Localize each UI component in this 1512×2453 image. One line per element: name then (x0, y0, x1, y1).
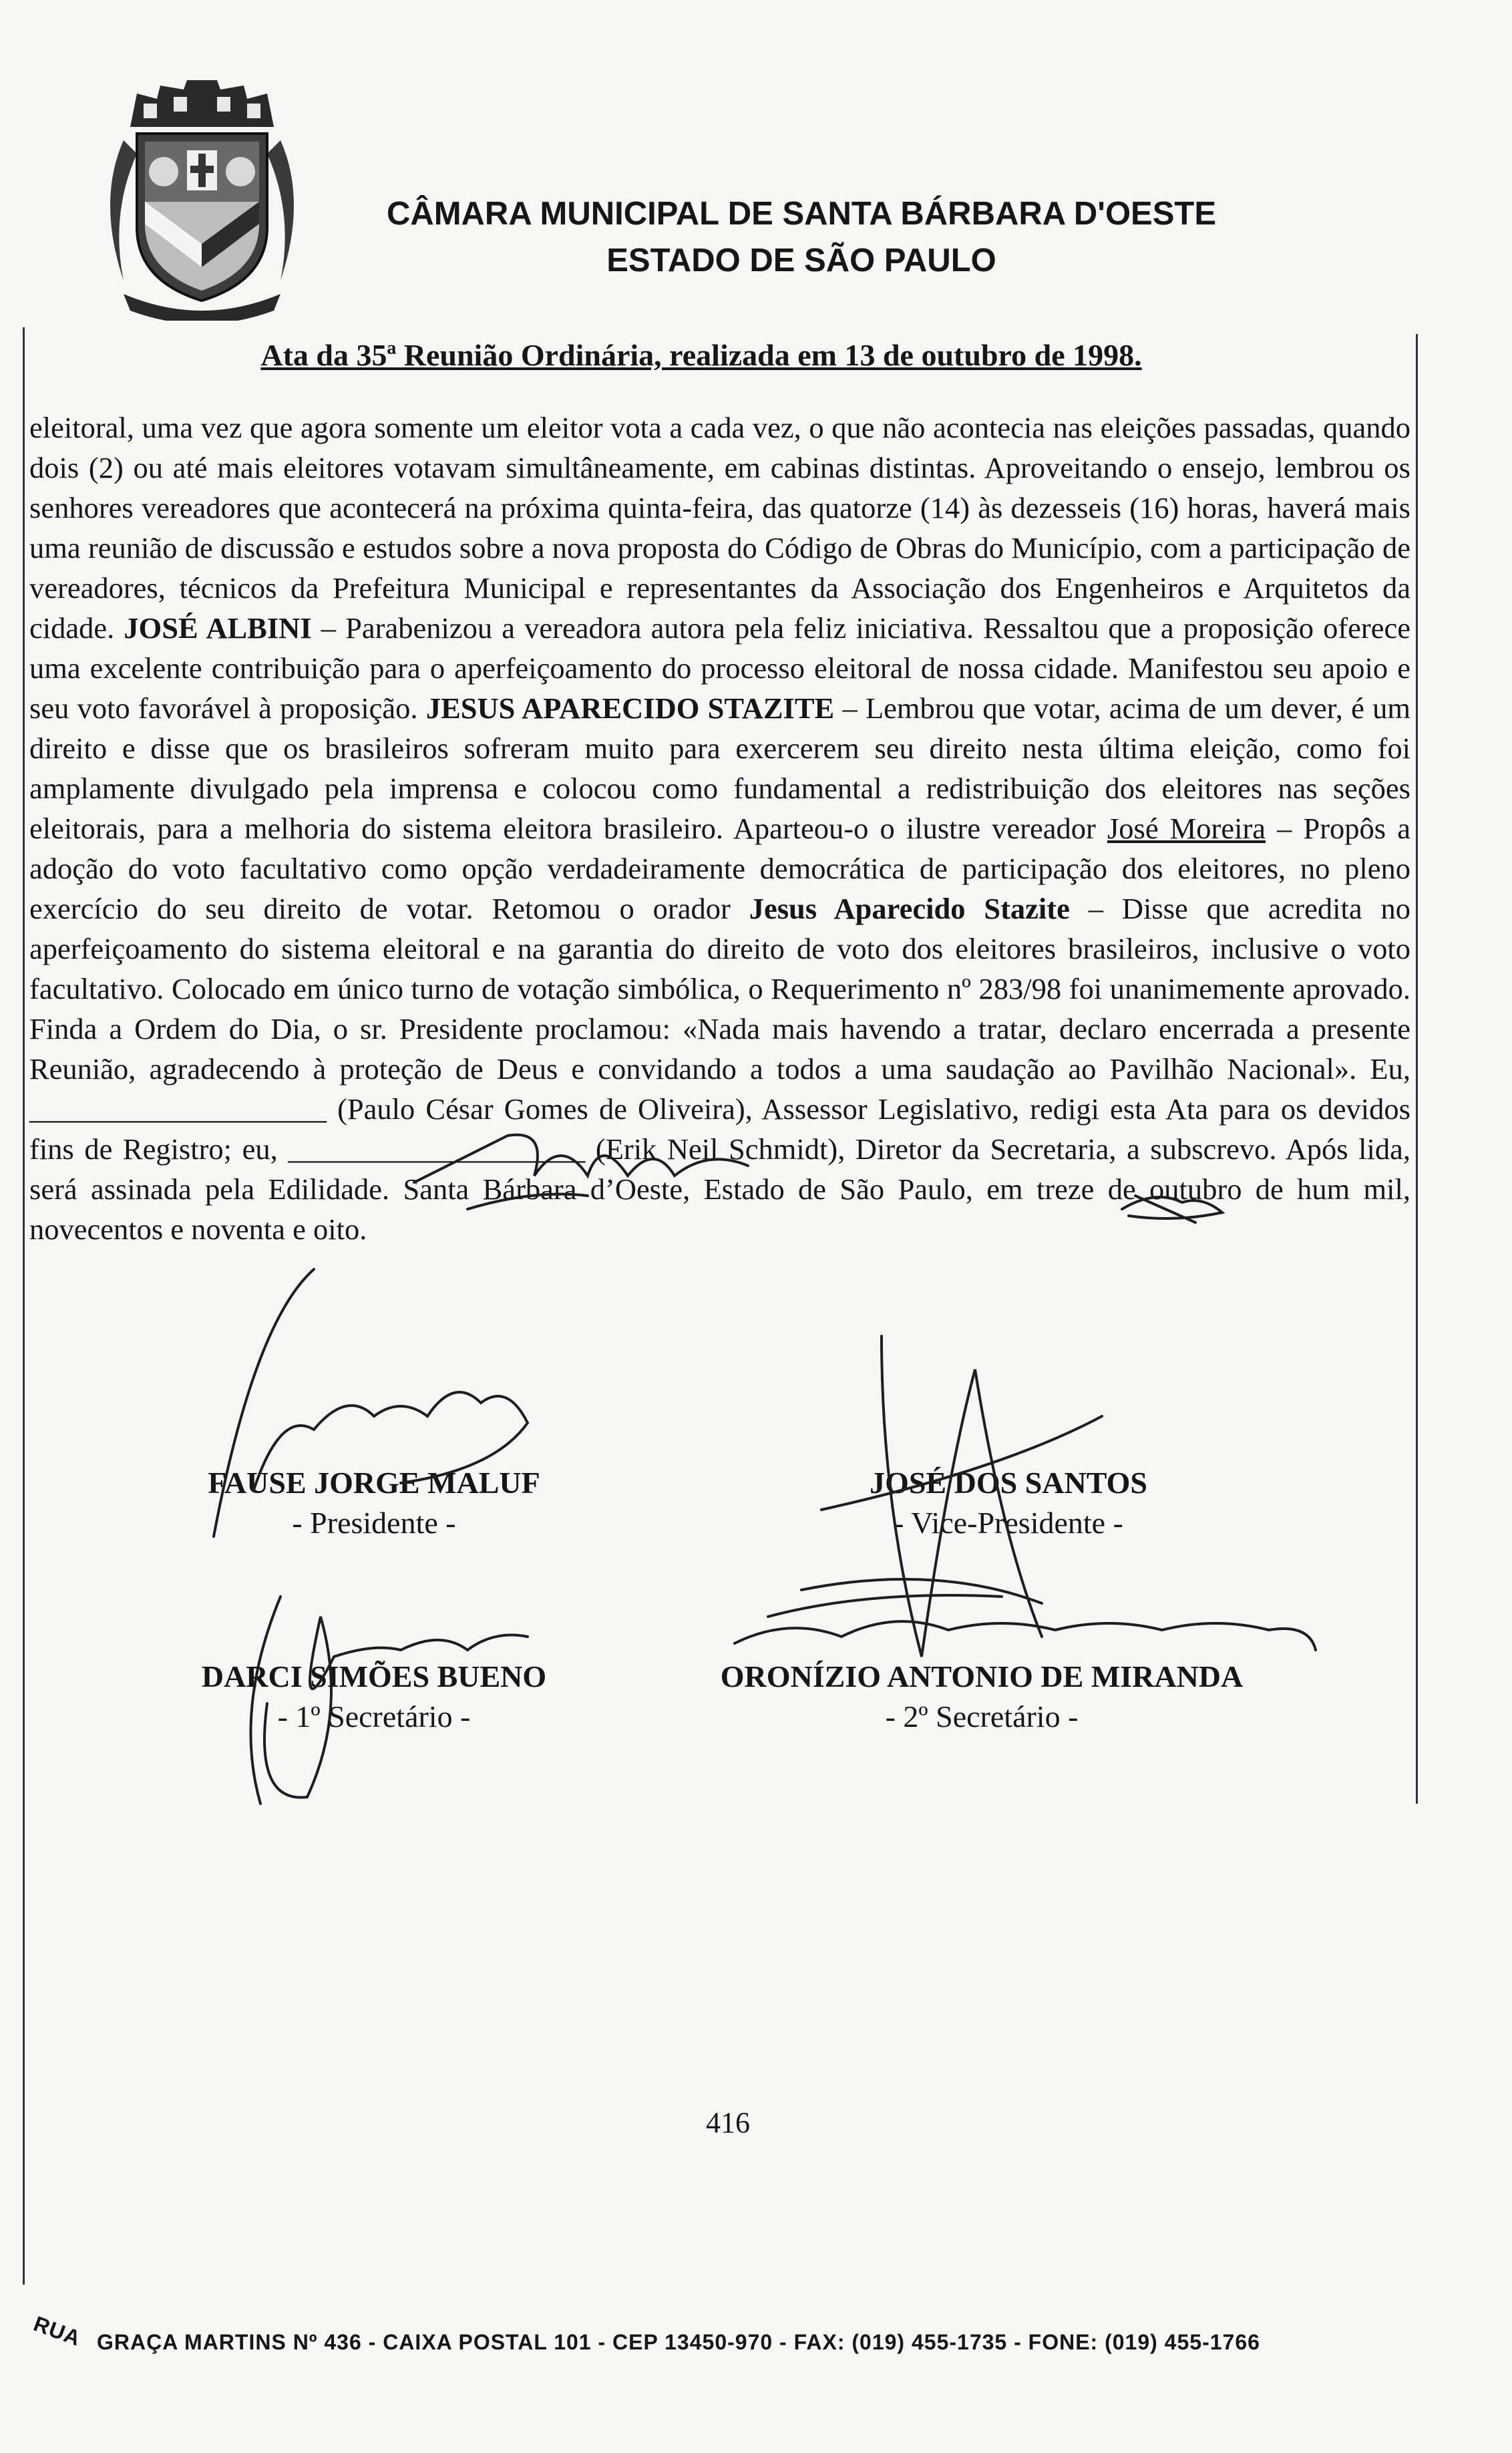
signer-role: - 1º Secretário - (277, 1699, 471, 1734)
signer-name: DARCI SIMÕES BUENO (201, 1659, 547, 1693)
signer-name: ORONÍZIO ANTONIO DE MIRANDA (720, 1659, 1244, 1693)
second-secretary-signature (735, 1621, 1316, 1650)
right-margin-rule (1416, 334, 1418, 1804)
body-paragraph-4: – Propôs a adoção do voto facultativo como opção verdadeiramente democrática de participação dos eleitores, no pleno exercício do seu direito de votar. Retomou o orador (29, 812, 1410, 925)
signature-block-president (134, 1463, 614, 1543)
speaker-name: JOSÉ ALBINI (124, 611, 312, 645)
signer-role: - 2º Secretário - (885, 1699, 1079, 1734)
body-paragraph-2: – Parabenizou a vereadora autora pela feliz iniciativa. Ressaltou que a proposição oferece uma excelente contribuição para o aperfeiçoamento do processo eleitoral de nossa cidade. Manifestou seu apoio e seu voto favorável à proposição. (29, 611, 1410, 725)
signer-name: JOSÉ DOS SANTOS (870, 1466, 1147, 1500)
body-paragraph-1: eleitoral, uma vez que agora somente um eleitor vota a cada vez, o que não acontecia nas eleições passadas, quando dois (2) ou até mais eleitores votavam simultâneamente, em cabinas distintas. Aproveitando o ensejo, lembrou os senhores vereadores que acontecerá na próxima quinta-feira, das quatorze (14) às dezesseis (16) horas, haverá mais uma reunião de discussão e estudos sobre a nova proposta do Código de Obras do Município, com a participação de vereadores, técnicos da Prefeitura Municipal e representantes da Associação dos Engenheiros e Arquitetos da cidade. (29, 411, 1410, 645)
signer-name: FAUSE JORGE MALUF (208, 1466, 540, 1500)
state-name: ESTADO DE SÃO PAULO (606, 242, 996, 279)
signer-role: - Vice-Presidente - (894, 1506, 1123, 1540)
minutes-title: Ata da 35ª Reunião Ordinária, realizada em 13 de outubro de 1998. (260, 338, 1142, 372)
left-margin-rule (23, 327, 25, 2285)
minutes-body (29, 407, 1410, 1249)
signature-block-first-secretary (134, 1657, 614, 1737)
footer-street-prefix: RUA (30, 2311, 84, 2351)
speaker-name: Jesus Aparecido Stazite (749, 892, 1070, 925)
page-number: 416 (706, 2106, 750, 2139)
signature-block-second-secretary (641, 1657, 1322, 1737)
footer-address-text: GRAÇA MARTINS Nº 436 - CAIXA POSTAL 101 - CEP 13450-970 - FAX: (019) 455-1735 - FONE: (019) 455-1766 (97, 2330, 1260, 2354)
speaker-name: JESUS APARECIDO STAZITE (425, 691, 835, 725)
signer-role: - Presidente - (292, 1506, 456, 1540)
body-paragraph-3: – Lembrou que votar, acima de um dever, é um direito e disse que os brasileiros sofreram muito para exercerem seu direito nesta última eleição, como foi amplamente divulgado pela imprensa e colocou como fundamental a redistribuição dos eleitores nas seções eleitorais, para a melhoria do sistema eleitora brasileiro. Aparteou-o o ilustre vereador (29, 691, 1410, 845)
chamber-name: CÂMARA MUNICIPAL DE SANTA BÁRBARA D'OESTE (386, 196, 1217, 232)
signature-block-vice-president (735, 1463, 1282, 1543)
footer-address (30, 2298, 1503, 2365)
aparte-name: José Moreira (1107, 812, 1266, 845)
body-paragraph-5: – Disse que acredita no aperfeiçoamento do sistema eleitoral e na garantia do direito de voto dos eleitores brasileiros, inclusive o voto facultativo. Colocado em único turno de votação simbólica, o Requerimento nº 283/98 foi unanimemente aprovado. Finda a Ordem do Dia, o sr. Presidente proclamou: «Nada mais havendo a tratar, declaro encerrada a presente Reunião, agradecendo à proteção de Deus e convidando a todos a uma saudação ao Pavilhão Nacional». Eu, ____________________ (Paulo César Gomes de Oliveira), Assessor Legislativo, redigi esta Ata para os devidos fins de Registro; eu, ____________________ (Erik Neil Schmidt), Diretor da Secretaria, a subscrevo. Após lida, será assinada pela Edilidade. Santa Bárbara d’Oeste, Estado de São Paulo, em treze de outubro de hum mil, novecentos e noventa e oito. (29, 892, 1410, 1246)
municipal-coat-of-arms-icon (97, 80, 307, 321)
